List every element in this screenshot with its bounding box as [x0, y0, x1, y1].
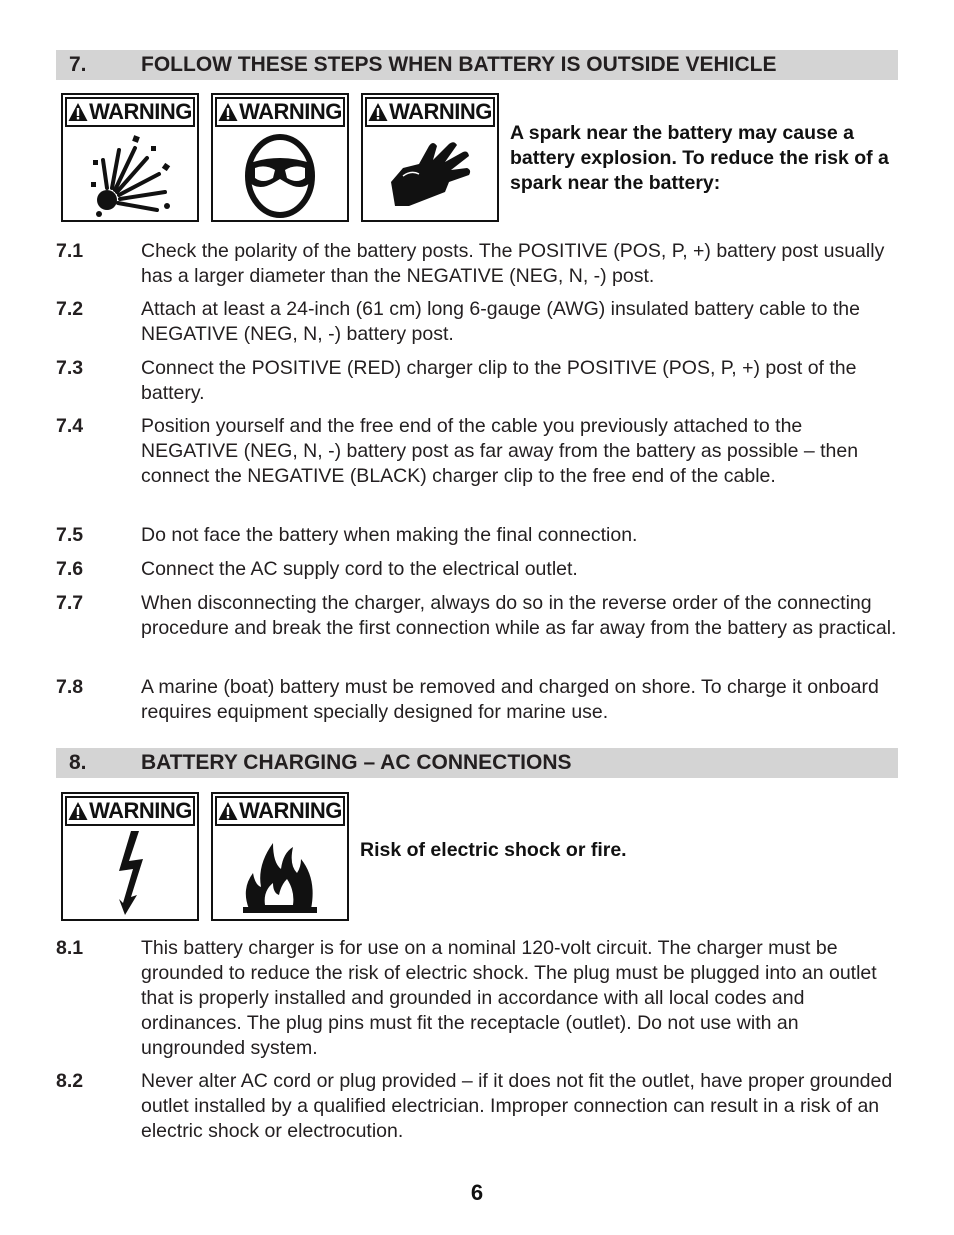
warning-box-shock [61, 792, 199, 921]
warning-label: WARNING [215, 97, 345, 127]
warning-triangle-icon [68, 801, 88, 821]
electric-shock-icon [85, 829, 175, 917]
fire-icon [235, 829, 325, 917]
page-number: 6 [470, 1180, 484, 1205]
section-7-header [56, 50, 898, 80]
warning-text: Risk of electric shock or fire. [360, 839, 627, 861]
warning-label: WARNING [65, 97, 195, 127]
warning-box-glove [361, 93, 499, 222]
warning-triangle-icon [218, 102, 238, 122]
section-title: BATTERY CHARGING – AC CONNECTIONS [141, 751, 572, 774]
section-title: FOLLOW THESE STEPS WHEN BATTERY IS OUTSIDE VEHICLE [141, 53, 777, 76]
safety-goggles-icon [235, 130, 325, 218]
warning-label: WARNING [215, 796, 345, 826]
explosion-icon [85, 130, 175, 218]
warning-box-explosion [61, 93, 199, 222]
glove-icon [385, 130, 475, 218]
warning-triangle-icon [368, 102, 388, 122]
section-number: 7. [69, 53, 87, 76]
warning-triangle-icon [218, 801, 238, 821]
warning-box-goggles [211, 93, 349, 222]
section-8-header [56, 748, 898, 778]
warning-text: A spark near the battery may cause a battery explosion. To reduce the risk of a spark near the battery: [510, 122, 889, 194]
warning-label: WARNING [65, 796, 195, 826]
warning-triangle-icon [68, 102, 88, 122]
section-number: 8. [69, 751, 87, 774]
warning-label: WARNING [365, 97, 495, 127]
warning-box-fire [211, 792, 349, 921]
